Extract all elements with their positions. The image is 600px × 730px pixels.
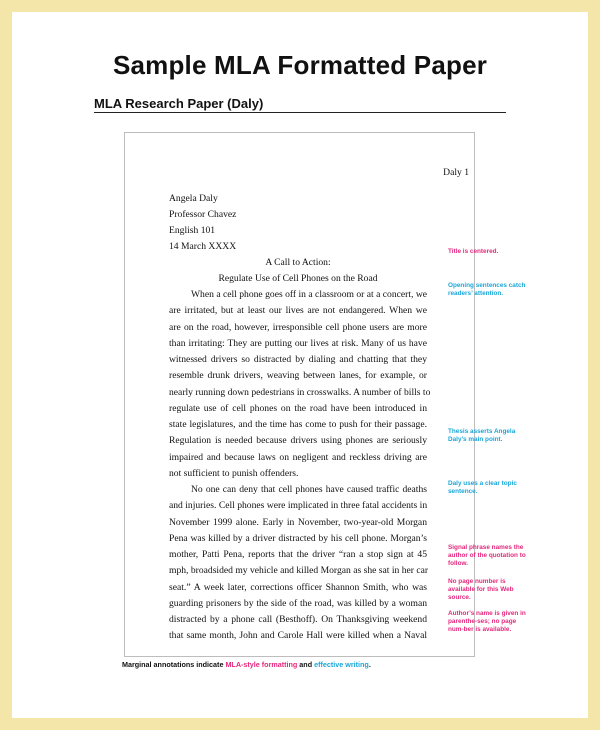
- body-line: witnessed drivers so distracted by dialing and chatting that they: [169, 354, 427, 365]
- page-sheet: [12, 12, 588, 718]
- body-line: Regulation is needed because drivers using phones are seriously: [169, 435, 427, 447]
- body-line: that same month, John and Carole Hall were killed when a Naval: [169, 630, 427, 642]
- body-line: distracted by a phone call (Besthoff). On Thanksgiving weekend: [169, 614, 427, 625]
- body-line: are irritated, but at least our lives are not endangered. When we: [169, 305, 427, 317]
- body-line: nearly running down pedestrians in crosswalks. A number of bills to: [169, 386, 431, 398]
- body-line: resemble drunk drivers, weaving between lanes, for example, or: [169, 370, 427, 382]
- body-line: mph, broadsided my vehicle and killed Morgan as she sat in her car: [169, 565, 429, 577]
- heading-line: English 101: [169, 225, 216, 236]
- body-line: and injuries. Cell phones were implicated in three fatal accidents in: [169, 500, 428, 512]
- footer-note: [122, 660, 371, 669]
- body-line: guarding prisoners by the side of the road, was killed by a woman: [169, 597, 427, 609]
- footer-suffix: .: [368, 660, 371, 669]
- body-line: November 1999 alone. Early in November, two-year-old Morgan: [169, 516, 427, 528]
- subtitle-rule: [94, 112, 506, 113]
- page-title: Sample MLA Formatted Paper: [112, 50, 488, 80]
- heading-line: 14 March XXXX: [169, 241, 237, 252]
- footer-middle: and: [297, 660, 315, 669]
- body-line: No one can deny that cell phones have caused traffic deaths: [191, 484, 427, 495]
- margin-annotation: Signal phrase names the author of the quotation to follow.: [448, 544, 526, 567]
- body-line: mother, Patti Pena, reports that the driver “ran a stop sign at 45: [169, 549, 427, 560]
- margin-annotation: Title is centered.: [448, 248, 499, 255]
- footer-mla-formatting: MLA-style formatting: [225, 660, 298, 669]
- heading-line: Angela Daly: [169, 193, 218, 204]
- margin-annotation: Daly uses a clear topic sentence.: [448, 480, 517, 495]
- footer-effective-writing: effective writing: [314, 660, 369, 669]
- paper-title-line: Regulate Use of Cell Phones on the Road: [218, 273, 378, 284]
- body-line: are on the road, however, irresponsible cell phone users are more: [169, 321, 427, 333]
- footer-prefix: Marginal annotations indicate: [122, 660, 226, 669]
- sample-paper: [124, 132, 475, 657]
- running-header: Daly 1: [443, 167, 469, 178]
- body-line: When a cell phone goes off in a classroom or at a concert, we: [191, 289, 427, 300]
- margin-annotation: No page number is available for this Web source.: [448, 578, 514, 601]
- page-subtitle: MLA Research Paper (Daly): [94, 96, 264, 111]
- body-line: than irritating: They are putting our lives at risk. Many of us have: [169, 337, 427, 349]
- body-line: state legislatures, and the time has come to push for their passage.: [169, 419, 427, 430]
- heading-line: Professor Chavez: [169, 209, 237, 220]
- body-line: impaired and because laws on negligent and reckless driving are: [169, 451, 427, 463]
- paper-title-line: A Call to Action:: [265, 257, 331, 268]
- body-line: regulate use of cell phones on the road have been introduced in: [169, 402, 427, 414]
- body-line: Pena was killed by a driver distracted by his cell phone. Morgan’s: [169, 532, 427, 544]
- body-line: seat.” A week later, corrections officer Shannon Smith, who was: [169, 581, 427, 593]
- margin-annotation: Thesis asserts Angela Daly’s main point.: [448, 428, 516, 443]
- body-line: not sufficient to punish offenders.: [169, 467, 299, 479]
- margin-annotation: Opening sentences catch readers’ attention.: [448, 282, 526, 297]
- margin-annotation: Author’s name is given in parenthe-ses; no page num-ber is available.: [448, 610, 526, 633]
